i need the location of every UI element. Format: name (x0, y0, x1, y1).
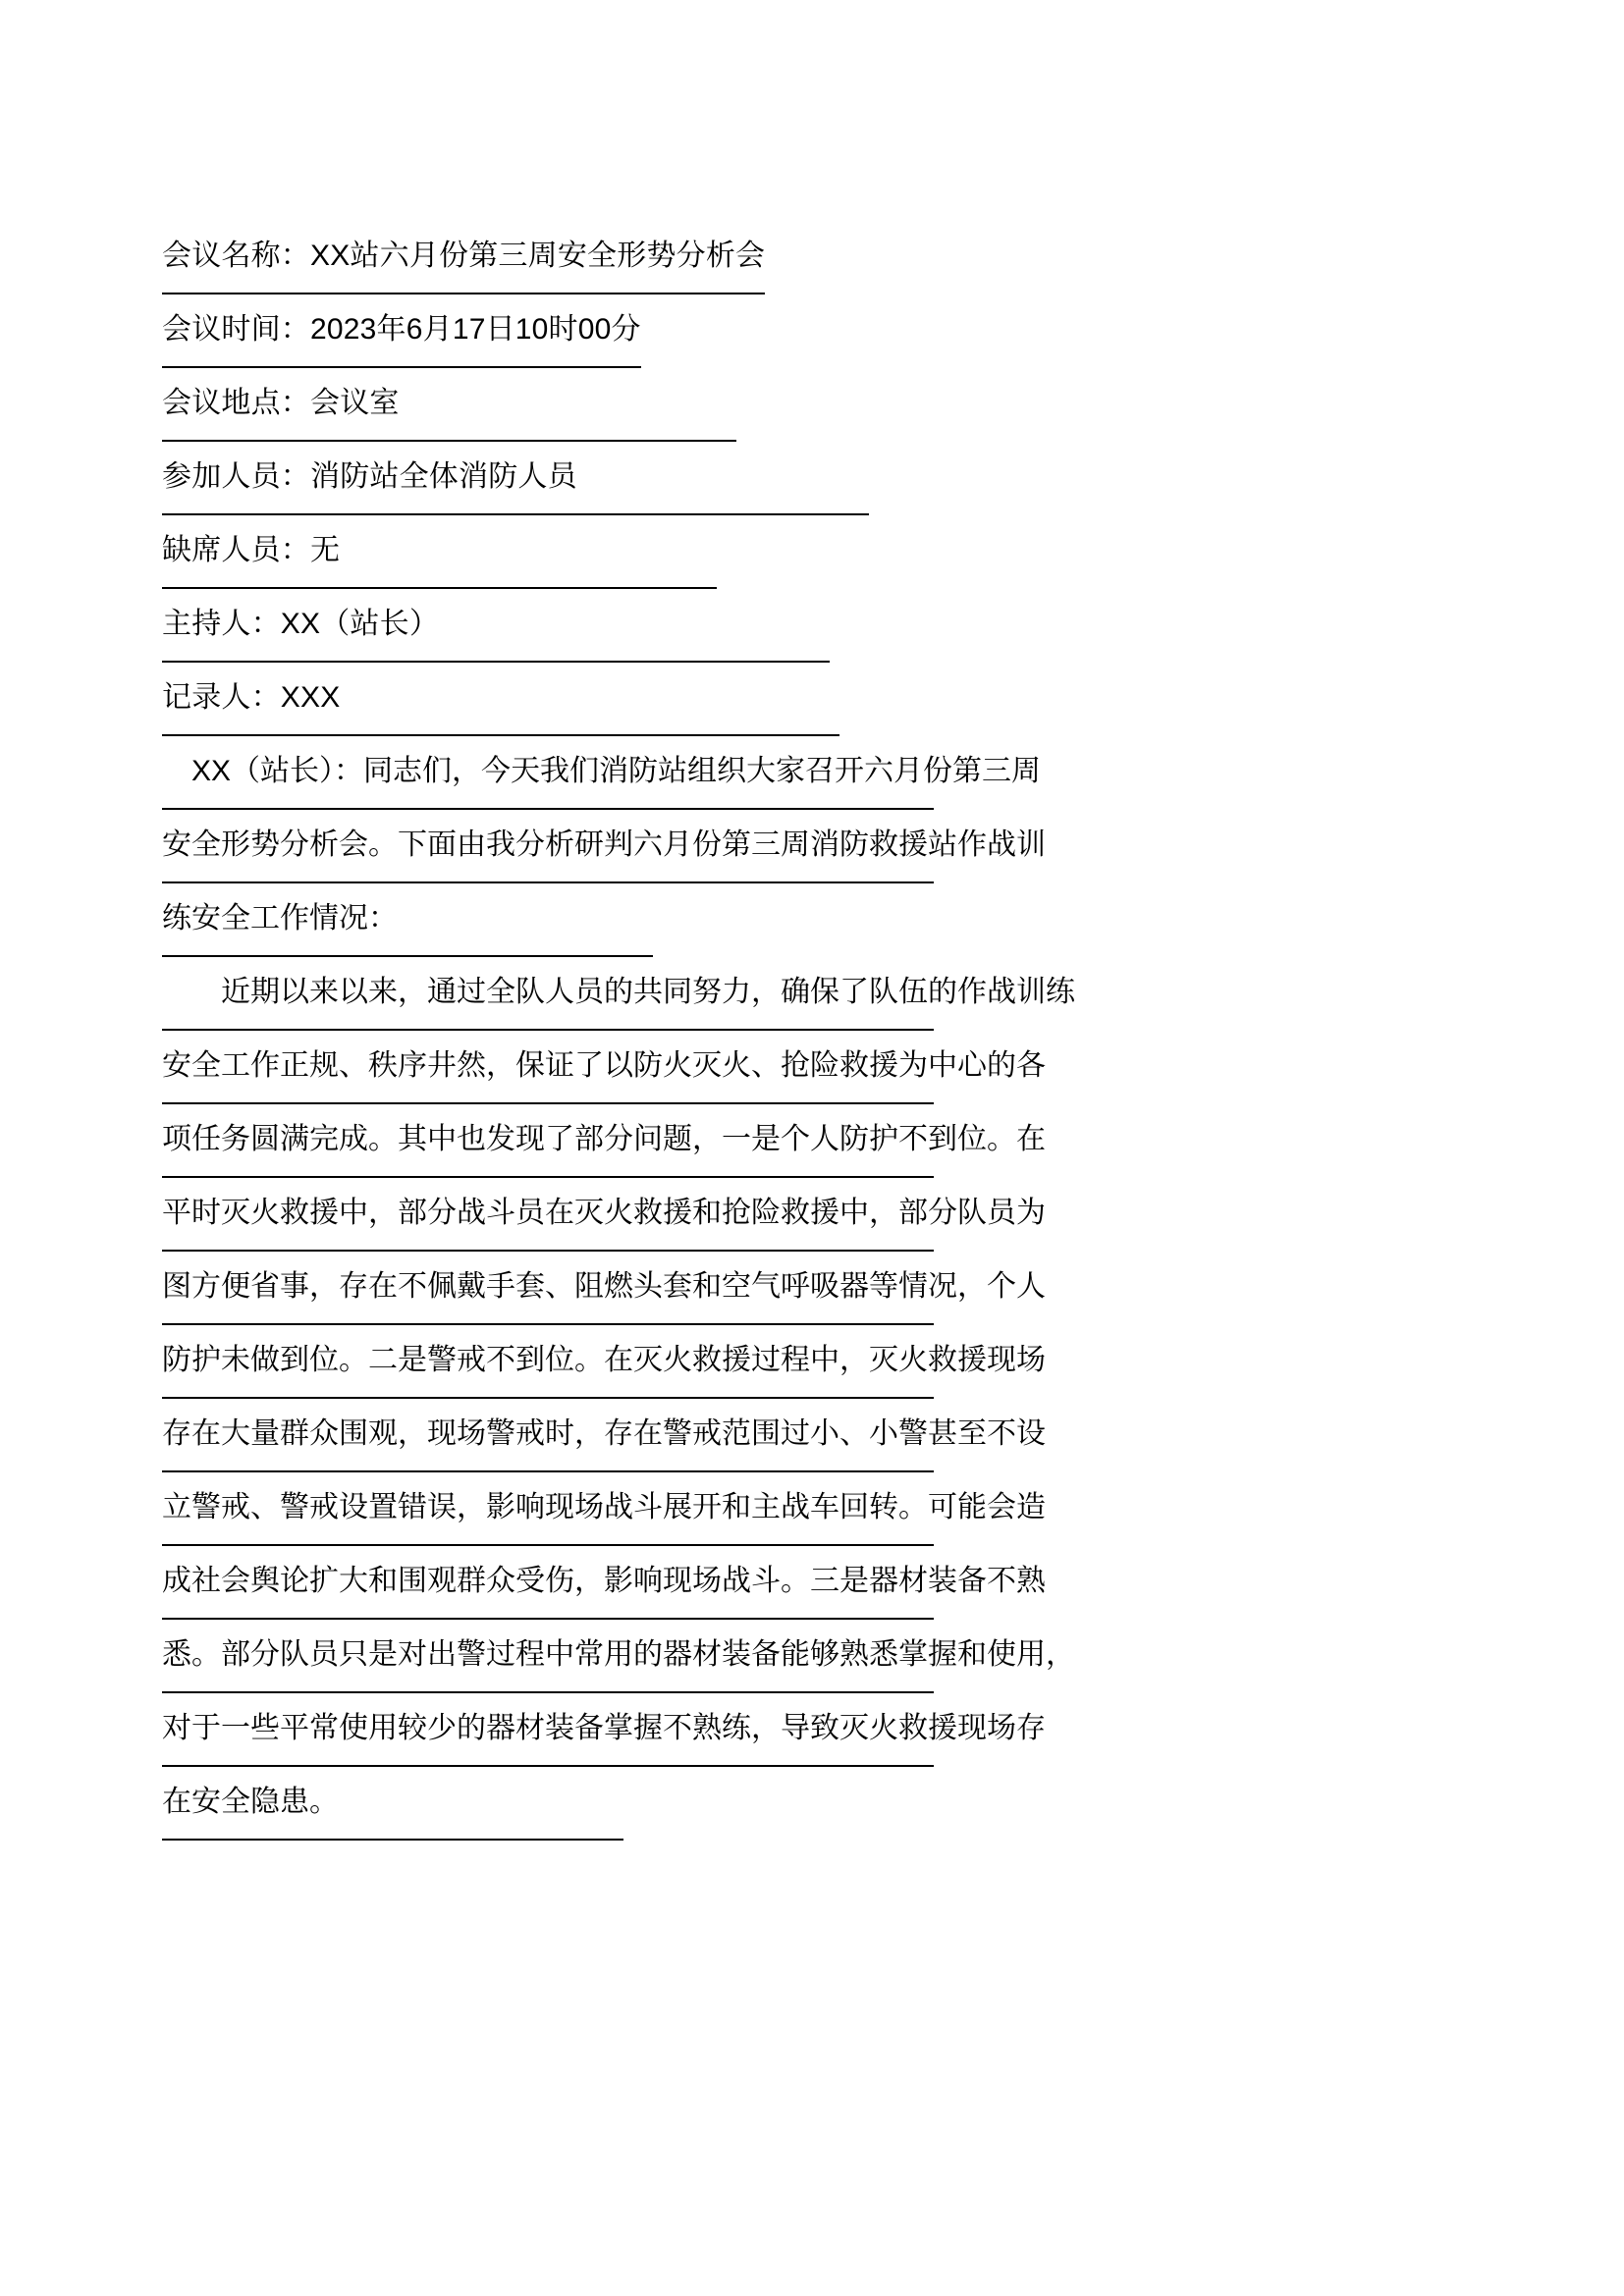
field-meeting-name (162, 224, 947, 297)
paragraph-line (162, 886, 947, 960)
paragraph-line-text: 安全形势分析会。下面由我分析研判六月份第三周消防救援站作战训 (162, 813, 934, 883)
paragraph-line (162, 1328, 1046, 1402)
paragraph-line-text: XX（站长）：同志们，今天我们消防站组织大家召开六月份第三周 (162, 739, 934, 810)
paragraph-line (162, 1255, 1046, 1328)
paragraph-line (162, 1475, 1046, 1549)
field-meeting-time (162, 297, 947, 371)
paragraph-line-text: 项任务圆满完成。其中也发现了部分问题，一是个人防护不到位。在 (162, 1107, 934, 1178)
paragraph-line-text: 平时灭火救援中，部分战斗员在灭火救援和抢险救援中，部分队员为 (162, 1181, 934, 1252)
field-absentees (162, 518, 947, 592)
paragraph-line-text: 成社会舆论扩大和围观群众受伤，影响现场战斗。三是器材装备不熟 (162, 1549, 934, 1620)
paragraph-safety-analysis (162, 960, 1075, 1843)
field-absentees-text: 缺席人员：无 (162, 518, 717, 589)
paragraph-line-text: 近期以来以来，通过全队人员的共同努力，确保了队伍的作战训练 (162, 960, 934, 1031)
field-attendees-text: 参加人员：消防站全体消防人员 (162, 445, 869, 515)
paragraph-line (162, 739, 1042, 813)
paragraph-opening-remarks (162, 739, 1046, 960)
field-meeting-time-text: 会议时间：2023年6月17日10时00分 (162, 297, 641, 368)
field-meeting-place (162, 371, 947, 445)
field-meeting-name-text: 会议名称：XX站六月份第三周安全形势分析会 (162, 224, 765, 294)
paragraph-line (162, 1181, 1046, 1255)
paragraph-line (162, 1623, 1075, 1696)
paragraph-line (162, 1034, 1046, 1107)
field-recorder-text: 记录人：XXX (162, 666, 839, 736)
paragraph-line-text: 存在大量群众围观，现场警戒时，存在警戒范围过小、小警甚至不设 (162, 1402, 934, 1472)
paragraph-line (162, 1402, 1046, 1475)
paragraph-line-text: 练安全工作情况： (162, 886, 653, 957)
field-meeting-place-text: 会议地点：会议室 (162, 371, 736, 442)
paragraph-line-text: 在安全隐患。 (162, 1770, 623, 1841)
document-body (162, 224, 1075, 1843)
paragraph-line-text: 对于一些平常使用较少的器材装备掌握不熟练，导致灭火救援现场存 (162, 1696, 934, 1767)
paragraph-line-text: 图方便省事，存在不佩戴手套、阻燃头套和空气呼吸器等情况，个人 (162, 1255, 934, 1325)
paragraph-line (162, 1770, 947, 1843)
paragraph-line-text: 悉。部分队员只是对出警过程中常用的器材装备能够熟悉掌握和使用， (162, 1623, 934, 1693)
paragraph-line (162, 1549, 1046, 1623)
field-attendees (162, 445, 947, 518)
paragraph-line (162, 1107, 1046, 1181)
paragraph-line-text: 安全工作正规、秩序井然，保证了以防火灭火、抢险救援为中心的各 (162, 1034, 934, 1104)
field-recorder (162, 666, 947, 739)
field-host (162, 592, 947, 666)
paragraph-line (162, 960, 1075, 1034)
paragraph-line-text: 立警戒、警戒设置错误，影响现场战斗展开和主战车回转。可能会造 (162, 1475, 934, 1546)
paragraph-line (162, 813, 1046, 886)
field-host-text: 主持人：XX（站长） (162, 592, 830, 663)
paragraph-line-text: 防护未做到位。二是警戒不到位。在灭火救援过程中，灭火救援现场 (162, 1328, 934, 1399)
paragraph-line (162, 1696, 1046, 1770)
